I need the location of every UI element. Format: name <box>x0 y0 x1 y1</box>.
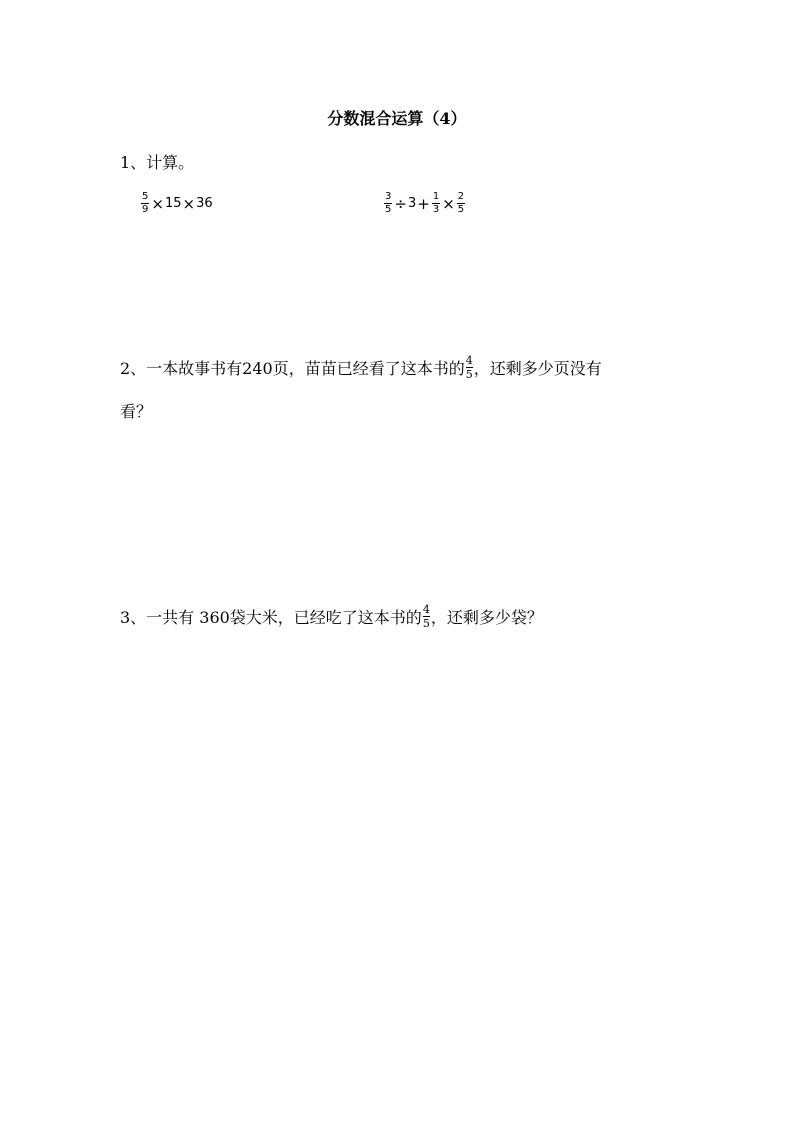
fraction-denominator: 9 <box>142 204 149 215</box>
fraction-3-5 <box>384 192 392 215</box>
question-2-line-1 <box>120 356 602 382</box>
expression-2 <box>383 192 466 215</box>
fraction-numerator: 2 <box>457 191 465 202</box>
fraction-denominator: 5 <box>422 617 430 630</box>
fraction-numerator: 4 <box>465 354 473 367</box>
question-2-line-2: 看？ <box>120 402 153 421</box>
fraction-numerator: 3 <box>385 191 392 202</box>
multiply-sign: × <box>151 194 164 213</box>
fraction-1-3 <box>432 192 440 215</box>
multiply-sign: × <box>182 194 196 213</box>
expression-1 <box>140 192 213 215</box>
fraction-denominator: 5 <box>457 204 465 215</box>
number: 3 <box>407 196 417 211</box>
question-3-text: 3、一共有 360袋大米，已经吃了这本书的 <box>120 608 422 627</box>
number: 36 <box>196 196 213 211</box>
fraction-denominator: 5 <box>385 204 392 215</box>
question-1-label: 1、计算。 <box>120 153 195 172</box>
number: 15 <box>164 196 182 211</box>
question-3-text-continued: ，还剩多少袋？ <box>430 608 543 627</box>
plus-sign: + <box>417 194 430 213</box>
fraction-numerator: 1 <box>432 191 440 202</box>
fraction-numerator: 5 <box>142 191 149 202</box>
fraction-denominator: 5 <box>465 368 473 381</box>
fraction-5-9 <box>141 192 149 215</box>
question-3 <box>120 605 543 631</box>
question-2-text-continued: ，还剩多少页没有 <box>473 359 602 378</box>
fraction-2-5 <box>457 192 465 215</box>
page-title: 分数混合运算（4） <box>327 109 467 128</box>
multiply-sign: × <box>442 194 455 213</box>
fraction-4-5 <box>466 355 473 380</box>
divide-sign: ÷ <box>394 194 407 213</box>
question-2-text: 2、一本故事书有240页，苗苗已经看了这本书的 <box>120 359 465 378</box>
fraction-numerator: 4 <box>422 603 430 616</box>
fraction-denominator: 3 <box>432 204 440 215</box>
fraction-4-5 <box>423 604 430 629</box>
